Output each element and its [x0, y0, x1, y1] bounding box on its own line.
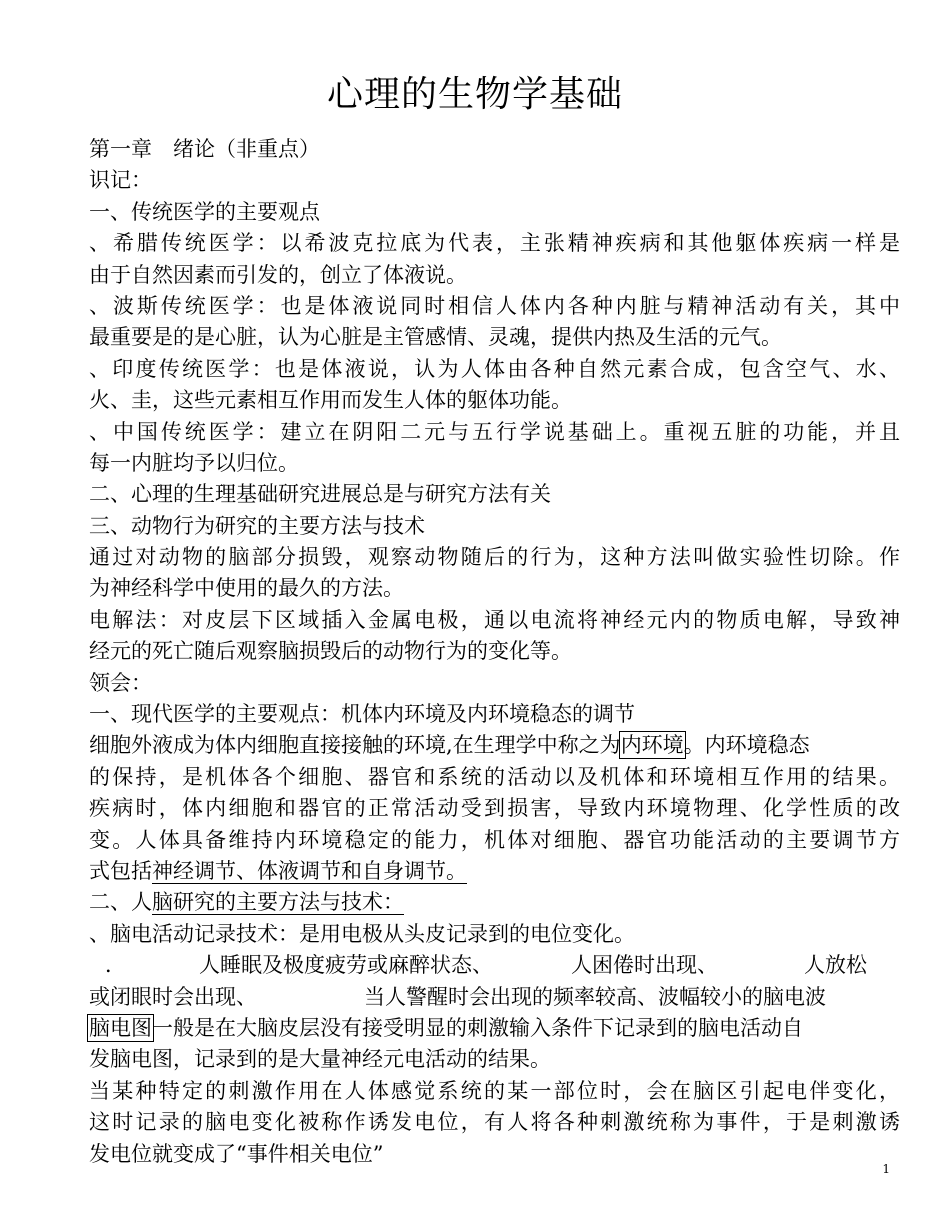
paragraph-chinese-line-2: 每一内脏均予以归位。	[89, 450, 299, 475]
text-span: 当人警醒时会出现的频率较高、波幅较小的脑电波	[364, 984, 826, 1009]
paragraph-persian-line-2: 最重要是的是心脏，认为心脏是主管感情、灵魂，提供内热及生活的元气。	[89, 325, 782, 350]
chapter-heading: 第一章 绪论（非重点）	[89, 137, 320, 161]
paragraph-greek-line-1: 、希腊传统医学：以希波克拉底为代表，主张精神疾病和其他躯体疾病一样是	[89, 231, 900, 256]
section-2-heading: 二、心理的生理基础研究进展总是与研究方法有关	[89, 482, 551, 507]
page-number: 1	[882, 1162, 890, 1176]
document-body	[89, 134, 900, 1170]
understand-1-heading: 一、现代医学的主要观点：机体内环境及内环境稳态的调节	[89, 702, 635, 727]
text-span: 式包括	[89, 858, 152, 883]
paragraph-evoked-potential-line-3: 发电位就变成了“事件相关电位”	[89, 1141, 384, 1166]
boxed-term-eeg: 脑电图	[89, 1015, 152, 1040]
text-span: 。内环境稳态	[683, 733, 810, 758]
boxed-term-internal-environment: 内环境	[620, 733, 684, 758]
understand-2-heading	[89, 887, 900, 918]
paragraph-spontaneous-eeg-line-2: 发脑电图，记录到的是大量神经元电活动的结果。	[89, 1047, 551, 1072]
paragraph-chinese-line-1: 、中国传统医学：建立在阴阳二元与五行学说基础上。重视五脏的功能，并且	[89, 419, 900, 444]
text-span: 或闭眼时会出现、	[89, 984, 257, 1009]
section-1-heading: 一、传统医学的主要观点	[89, 199, 320, 224]
text-span: 人放松	[804, 953, 867, 978]
paragraph-eeg-waves-line-2	[89, 982, 900, 1013]
paragraph-internal-env-line-2: 的保持，是机体各个细胞、器官和系统的活动以及机体和环境相互作用的结果。	[89, 764, 900, 789]
paragraph-indian-line-1: 、印度传统医学：也是体液说，认为人体由各种自然元素合成，包含空气、水、	[89, 356, 900, 381]
paragraph-internal-env-line-5	[89, 856, 900, 887]
text-span: ．	[105, 953, 126, 978]
section-understand: 领会：	[89, 670, 152, 695]
section-identify: 识记：	[89, 168, 152, 193]
paragraph-internal-env-line-1	[89, 730, 900, 761]
paragraph-evoked-potential-line-1: 当某种特定的刺激作用在人体感觉系统的某一部位时，会在脑区引起电伴变化，	[89, 1078, 900, 1103]
paragraph-internal-env-line-4: 变。人体具备维持内环境稳定的能力，机体对细胞、器官功能活动的主要调节方	[89, 827, 900, 852]
paragraph-ablation-line-2: 为神经科学中使用的最久的方法。	[89, 576, 404, 601]
paragraph-eeg-waves-line-1	[89, 950, 900, 981]
paragraph-indian-line-2: 火、圭，这些元素相互作用而发生人体的躯体功能。	[89, 388, 572, 413]
text-span: 细胞外液成为体内细胞直接接触的环境,在生理学中称之为	[89, 733, 621, 758]
paragraph-evoked-potential-line-2: 这时记录的脑电变化被称作诱发电位，有人将各种刺激统称为事件，于是刺激诱	[89, 1110, 900, 1135]
section-3-heading: 三、动物行为研究的主要方法与技术	[89, 513, 425, 538]
text-span: 人困倦时出现、	[571, 953, 718, 978]
underlined-heading-part: 脑研究的主要方法与技术：	[152, 890, 404, 915]
paragraph-ablation-line-1: 通过对动物的脑部分损毁，观察动物随后的行为，这种方法叫做实验性切除。作	[89, 545, 900, 570]
paragraph-electrolysis-line-1: 电解法：对皮层下区域插入金属电极，通以电流将神经元内的物质电解，导致神	[89, 607, 900, 632]
paragraph-persian-line-1: 、波斯传统医学：也是体液说同时相信人体内各种内脏与精神活动有关，其中	[89, 293, 900, 318]
page-title: 心理的生物学基础	[326, 74, 623, 115]
paragraph-greek-line-2: 由于自然因素而引发的，创立了体液说。	[89, 262, 467, 287]
paragraph-electrolysis-line-2: 经元的死亡随后观察脑损毁后的动物行为的变化等。	[89, 639, 572, 664]
paragraph-internal-env-line-3: 疾病时，体内细胞和器官的正常活动受到损害，导致内环境物理、化学性质的改	[89, 796, 900, 821]
paragraph-eeg-intro: 、脑电活动记录技术：是用电极从头皮记录到的电位变化。	[89, 921, 635, 946]
text-span: 人睡眠及极度疲劳或麻醉状态、	[199, 953, 493, 978]
paragraph-spontaneous-eeg-line-1	[89, 1013, 900, 1044]
text-span: 二、人	[89, 890, 152, 915]
underlined-regulation-types: 神经调节、体液调节和自身调节。	[152, 858, 467, 883]
text-span: 一般是在大脑皮层没有接受明显的刺激输入条件下记录到的脑电活动自	[152, 1015, 803, 1040]
